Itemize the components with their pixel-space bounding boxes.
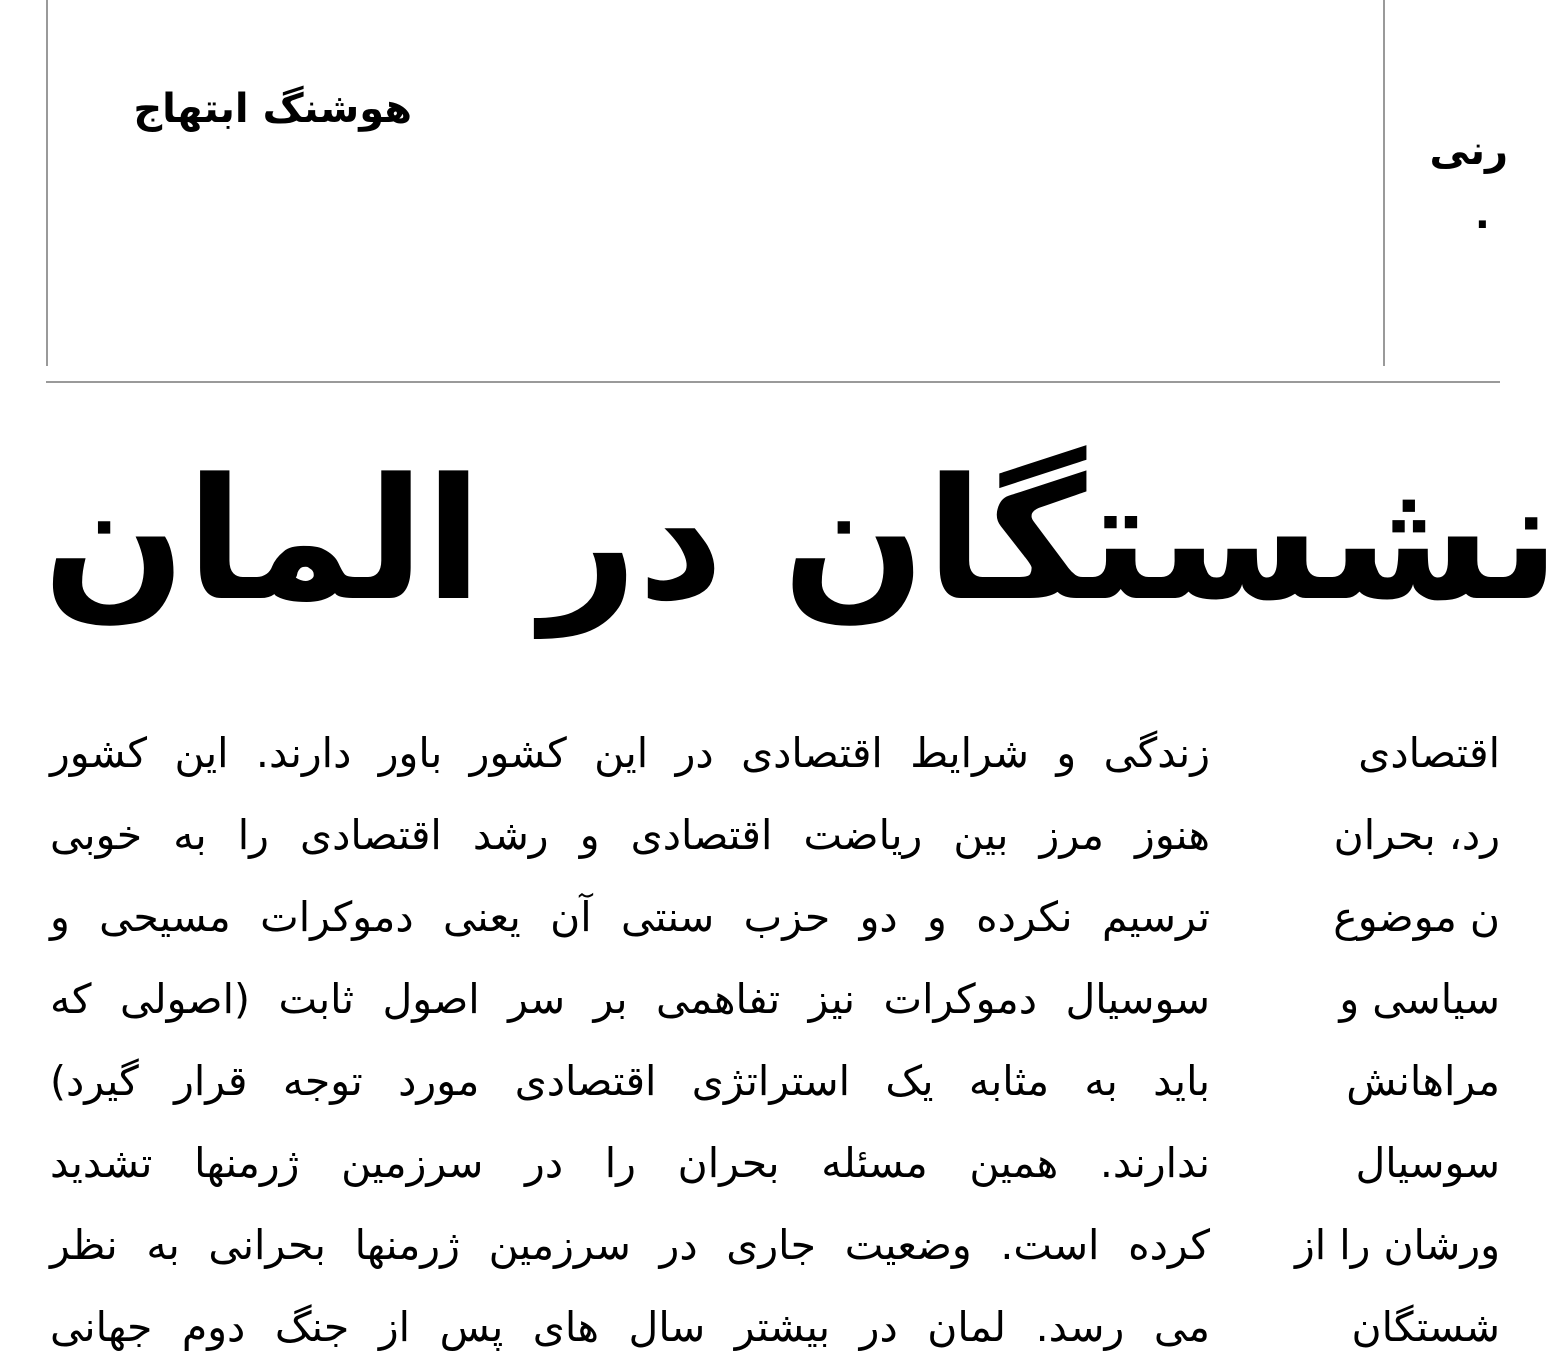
article-line: سوسیال دموکرات نیز تفاهمی بر سر اصول ثابت (اصولی که — [50, 975, 1210, 1023]
article-line: رد، بحران — [1333, 811, 1500, 859]
article-line: باید به مثابه یک استراتژی اقتصادی مورد توجه قرار گیرد) — [50, 1057, 1210, 1105]
article-column-main — [50, 712, 1210, 1368]
article-line: مراهانش — [1346, 1057, 1500, 1105]
article-line: ترسیم نکرده و دو حزب سنتی آن یعنی دموکرات مسیحی و — [50, 893, 1210, 941]
article-line: ورشان را از — [1295, 1221, 1500, 1269]
article-line: ندارند. همین مسئله بحران را در سرزمین ژرمنها تشدید — [50, 1139, 1210, 1187]
article-line: اقتصادی — [1358, 729, 1500, 777]
headline: نشستگان در المان — [42, 442, 1560, 638]
article-line: هنوز مرز بین ریاضت اقتصادی و رشد اقتصادی را به خوبی — [50, 811, 1210, 859]
article-line: کرده است. وضعیت جاری در سرزمین ژرمنها بحرانی به نظر — [50, 1221, 1210, 1269]
column-rule-left — [46, 0, 48, 366]
right-snippet-line-1: رنی — [1429, 128, 1508, 174]
column-rule-right — [1383, 0, 1385, 366]
article-line: شستگان — [1351, 1303, 1500, 1351]
article-line: سیاسی و — [1339, 975, 1500, 1023]
right-snippet-line-2: . — [1474, 192, 1490, 238]
article-line: سوسیال — [1355, 1139, 1500, 1187]
article-line: زندگی و شرایط اقتصادی در این کشور باور دارند. این کشور — [50, 729, 1210, 777]
article-column-right — [1295, 712, 1562, 1368]
article-line: می رسد. لمان در بیشتر سال های پس از جنگ دوم جهانی — [50, 1303, 1210, 1351]
article-line: ن موضوع — [1333, 893, 1500, 941]
author-name: هوشنگ ابتهاج — [133, 86, 412, 132]
section-divider — [46, 381, 1500, 383]
